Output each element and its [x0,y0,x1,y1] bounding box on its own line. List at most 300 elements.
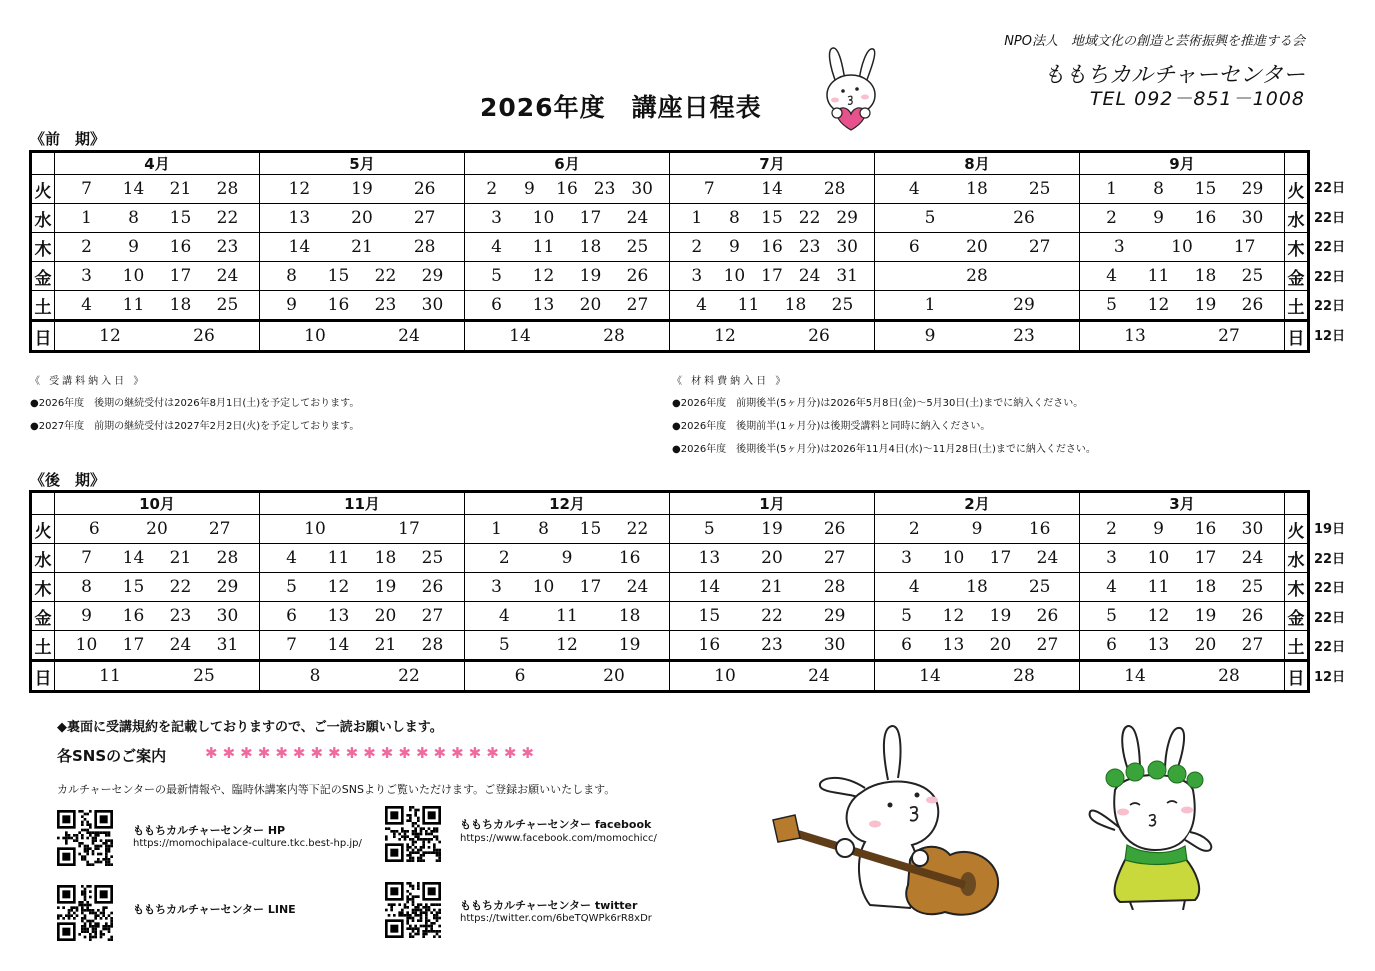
class-date: 20 [579,295,602,315]
class-date: 8 [309,666,321,686]
class-date: 25 [193,666,215,686]
month-day-cell [465,321,670,352]
class-date: 7 [703,179,715,199]
class-date: 22 [626,519,649,539]
weekday-row [31,204,1309,233]
class-date: 14 [327,635,350,655]
second-term-calendar [29,490,1310,693]
day-count: 22日 [1314,181,1346,196]
class-date: 19 [374,577,397,597]
day-count: 22日 [1314,640,1346,655]
month-day-cell [55,175,260,204]
day-count: 22日 [1314,240,1346,255]
class-date: 11 [1147,266,1170,286]
class-date: 17 [761,266,783,286]
weekday-label: 木 [31,233,55,262]
center-name: ももちカルチャーセンター [1042,63,1305,88]
class-date: 10 [75,635,98,655]
month-day-cell [260,661,465,692]
class-date: 9 [561,548,573,568]
class-date: 14 [288,237,311,257]
weekday-label: 日 [1285,661,1309,692]
class-date: 8 [728,208,740,228]
class-date: 1 [1106,179,1117,199]
flower-icon: ✱ [451,744,469,762]
month-header: 1月 [670,492,875,515]
month-day-cell [260,233,465,262]
sns-name: ももちカルチャーセンター LINE [133,903,296,916]
month-day-cell [55,515,260,544]
class-date: 10 [122,266,145,286]
class-date: 4 [1106,266,1117,286]
weekday-label: 水 [1285,544,1309,573]
month-day-cell [465,602,670,631]
month-day-cell [55,262,260,291]
class-date: 8 [1153,179,1164,199]
class-date: 2 [1106,208,1117,228]
class-date: 26 [1036,606,1059,626]
material-note: ●2026年度 前期後半(5ヶ月分)は2026年5月8日(金)～5月30日(土)までに納入ください。 [672,398,1084,409]
month-day-cell [260,573,465,602]
class-date: 25 [216,295,239,315]
class-date: 25 [1028,577,1051,597]
class-date: 20 [374,606,397,626]
month-day-cell [260,204,465,233]
weekday-row [31,544,1309,573]
flower-icon: ✱ [240,744,258,762]
month-day-cell [260,515,465,544]
class-date: 22 [398,666,420,686]
weekday-row [31,262,1309,291]
class-date: 13 [288,208,311,228]
month-day-cell [1080,262,1285,291]
class-date: 17 [989,548,1012,568]
class-date: 14 [698,577,721,597]
sns-url-link[interactable]: https://momochipalace-culture.tkc.best-hp.jp/ [133,838,362,849]
month-day-cell [670,262,875,291]
class-date: 6 [286,606,297,626]
qr-code-icon[interactable] [385,882,441,938]
class-date: 23 [1013,326,1035,346]
class-date: 21 [169,548,192,568]
class-date: 20 [761,548,783,568]
month-day-cell [55,661,260,692]
tuition-note: ●2026年度 後期の継続受付は2026年8月1日(土)を予定しております。 [30,398,360,409]
class-date: 31 [836,266,858,286]
sns-name: ももちカルチャーセンター HP [133,824,286,837]
month-header: 12月 [465,492,670,515]
class-date: 9 [971,519,983,539]
month-day-cell [1080,631,1285,661]
month-day-cell [465,515,670,544]
class-date: 17 [169,266,192,286]
month-day-cell [260,602,465,631]
class-date: 7 [81,548,92,568]
class-date: 25 [421,548,444,568]
day-count: 22日 [1314,210,1346,226]
sns-url-link[interactable]: https://twitter.com/6beTQWPk6rR8xDr [460,913,652,924]
class-date: 6 [1106,635,1117,655]
month-day-cell [1080,175,1285,204]
flower-icon: ✱ [363,744,381,762]
class-date: 12 [288,179,311,199]
class-date: 2 [908,519,920,539]
class-date: 10 [304,326,326,346]
weekday-label: 火 [31,175,55,204]
flower-icon: ✱ [521,744,539,762]
class-date: 18 [784,295,807,315]
day-count: 22日 [1314,610,1346,626]
class-date: 17 [579,577,602,597]
month-day-cell [1080,544,1285,573]
month-day-cell [875,291,1080,321]
class-date: 2 [691,237,703,257]
flower-icon: ✱ [257,744,276,762]
month-day-cell [875,602,1080,631]
class-date: 29 [1241,179,1264,199]
terms-notice: ◆裏面に受講規約を記載しておりますので、ご一読お願いします。 [57,720,443,735]
class-date: 12 [99,326,121,346]
class-date: 4 [81,295,92,315]
class-date: 20 [1194,635,1217,655]
class-date: 11 [122,295,145,315]
month-day-cell [465,233,670,262]
sns-item-line[interactable] [57,885,113,945]
month-day-cell [670,602,875,631]
month-day-cell [875,175,1080,204]
weekday-row [31,602,1309,631]
class-date: 15 [122,577,145,597]
class-date: 16 [122,606,145,626]
class-date: 21 [169,179,192,199]
sns-item-hp[interactable] [57,810,113,870]
class-date: 26 [1241,606,1264,626]
class-date: 9 [1153,519,1164,539]
class-date: 18 [966,179,988,199]
flower-icon: ✱ [433,744,452,762]
class-date: 30 [1241,208,1264,228]
day-count: 22日 [1314,581,1346,596]
class-date: 24 [626,577,649,597]
day-count: 12日 [1314,669,1346,685]
class-date: 23 [798,237,821,257]
class-date: 3 [901,548,912,568]
class-date: 14 [122,548,145,568]
month-day-cell [670,544,875,573]
weekday-label: 木 [1285,233,1309,262]
class-date: 18 [966,577,988,597]
class-date: 29 [216,577,239,597]
month-header: 8月 [875,152,1080,175]
class-date: 28 [413,237,436,257]
class-date: 22 [169,577,192,597]
class-date: 19 [351,179,373,199]
class-date: 24 [798,266,821,286]
class-date: 24 [1241,548,1264,568]
class-date: 16 [761,237,783,257]
month-day-cell [55,544,260,573]
class-date: 8 [286,266,297,286]
month-day-cell [465,175,670,204]
qr-code-icon[interactable] [385,806,441,862]
class-date: 17 [398,519,420,539]
class-date: 14 [761,179,783,199]
class-date: 27 [1028,237,1051,257]
class-date: 17 [1194,548,1217,568]
class-date: 16 [1028,519,1051,539]
class-date: 26 [1013,208,1035,228]
month-header: 4月 [55,152,260,175]
flower-icon: ✱ [486,744,504,762]
class-date: 7 [286,635,297,655]
weekday-label: 火 [31,515,55,544]
weekday-row [31,175,1309,204]
class-date: 9 [128,237,139,257]
second-term-label: 《後 期》 [30,471,106,489]
class-date: 26 [193,326,215,346]
weekday-label: 金 [1285,262,1309,291]
class-date: 8 [128,208,139,228]
class-date: 30 [1241,519,1264,539]
class-date: 4 [286,548,297,568]
month-header: 11月 [260,492,465,515]
class-date: 15 [327,266,350,286]
rabbit-heart-illustration [815,45,885,133]
class-date: 24 [1036,548,1059,568]
month-day-cell [260,175,465,204]
class-date: 10 [304,519,326,539]
second-term-day-counts [1314,515,1345,692]
class-date: 13 [1124,326,1146,346]
month-day-cell [55,233,260,262]
class-date: 27 [1241,635,1264,655]
class-date: 15 [698,606,721,626]
class-date: 30 [421,295,444,315]
weekday-row [31,631,1309,661]
weekday-label: 土 [1285,291,1309,321]
class-date: 10 [1147,548,1170,568]
page-title: 2026年度 講座日程表 [480,93,762,122]
class-date: 23 [761,635,783,655]
month-header: 6月 [465,152,670,175]
class-date: 3 [691,266,703,286]
month-day-cell [465,661,670,692]
class-date: 27 [626,295,649,315]
class-date: 9 [81,606,92,626]
class-date: 22 [374,266,397,286]
weekday-label: 土 [1285,631,1309,661]
class-date: 7 [81,179,92,199]
month-day-cell [670,631,875,661]
flower-icon: ✱ [275,744,293,762]
class-date: 17 [122,635,145,655]
flower-icon: ✱ [205,744,223,762]
class-date: 25 [1241,266,1264,286]
class-date: 29 [823,606,846,626]
class-date: 29 [421,266,444,286]
class-date: 19 [1194,606,1217,626]
month-day-cell [465,291,670,321]
month-day-cell [465,544,670,573]
flower-icon: ✱ [222,744,241,762]
class-date: 15 [761,208,783,228]
month-day-cell [875,233,1080,262]
month-day-cell [875,262,1080,291]
class-date: 29 [1013,295,1035,315]
weekday-row [31,291,1309,321]
weekday-label: 日 [1285,321,1309,352]
weekday-label: 金 [31,602,55,631]
month-header: 10月 [55,492,260,515]
class-date: 24 [626,208,649,228]
class-date: 21 [351,237,373,257]
class-date: 28 [216,179,239,199]
class-date: 5 [924,208,936,228]
first-term-day-counts [1314,174,1345,351]
class-date: 14 [919,666,941,686]
tuition-notes-heading: 《 受講料納入日 》 [30,376,147,387]
telephone-number: TEL 092－851－1008 [1089,88,1305,110]
class-date: 18 [1194,266,1217,286]
month-day-cell [670,175,875,204]
class-date: 9 [286,295,297,315]
class-date: 14 [122,179,145,199]
day-count: 19日 [1314,522,1346,537]
class-date: 15 [1194,179,1217,199]
class-date: 16 [698,635,721,655]
sns-url-link[interactable]: https://www.facebook.com/momochicc/ [460,833,657,844]
class-date: 30 [823,635,846,655]
class-date: 16 [169,237,192,257]
class-date: 22 [216,208,239,228]
class-date: 6 [514,666,526,686]
class-date: 11 [327,548,350,568]
material-note: ●2026年度 後期前半(1ヶ月分)は後期受講料と同時に納入ください。 [672,421,991,432]
month-day-cell [1080,602,1285,631]
month-day-cell [465,204,670,233]
class-date: 20 [146,519,168,539]
class-date: 21 [761,577,783,597]
class-date: 19 [989,606,1012,626]
class-date: 10 [714,666,736,686]
month-day-cell [55,204,260,233]
sns-description: カルチャーセンターの最新情報や、臨時休講案内等下記のSNSよりご覧いただけます。ご登録お願いいたします。 [57,783,616,796]
class-date: 29 [836,208,858,228]
class-date: 18 [579,237,602,257]
class-date: 4 [908,577,920,597]
month-day-cell [55,291,260,321]
weekday-label: 水 [1285,204,1309,233]
class-date: 4 [491,237,502,257]
class-date: 27 [823,548,846,568]
hula-rabbit-illustration [1085,720,1225,910]
organization-name: NPO法人 地域文化の創造と芸術振興を推進する会 [1004,34,1305,49]
month-day-cell [670,661,875,692]
class-date: 17 [1233,237,1256,257]
class-date: 30 [836,237,858,257]
class-date: 12 [532,266,555,286]
class-date: 23 [593,179,616,199]
weekday-row [31,573,1309,602]
class-date: 31 [216,635,239,655]
month-day-cell [670,204,875,233]
weekday-label: 水 [31,544,55,573]
class-date: 1 [491,519,502,539]
flower-icon: ✱ [468,744,487,762]
class-date: 9 [1153,208,1164,228]
month-day-cell [1080,291,1285,321]
month-day-cell [875,661,1080,692]
class-date: 20 [989,635,1012,655]
class-date: 5 [1106,606,1117,626]
sns-heading: 各SNSのご案内 [57,747,167,765]
class-date: 20 [351,208,373,228]
month-day-cell [875,321,1080,352]
class-date: 12 [942,606,965,626]
month-day-cell [875,544,1080,573]
month-day-cell [55,602,260,631]
class-date: 20 [603,666,625,686]
class-date: 11 [1147,577,1170,597]
class-date: 25 [1028,179,1051,199]
class-date: 15 [169,208,192,228]
month-day-cell [670,515,875,544]
class-date: 12 [1147,606,1170,626]
class-date: 6 [901,635,912,655]
class-date: 1 [924,295,936,315]
class-date: 16 [618,548,641,568]
material-note: ●2026年度 後期後半(5ヶ月分)は2026年11月4日(水)～11月28日(土)までに納入ください。 [672,444,1096,455]
month-day-cell [55,321,260,352]
class-date: 3 [1106,548,1117,568]
class-date: 9 [924,326,936,346]
month-day-cell [465,631,670,661]
class-date: 19 [579,266,602,286]
corner-cell [31,492,55,515]
class-date: 2 [486,179,498,199]
qr-code-icon[interactable] [57,885,113,941]
day-count: 22日 [1314,299,1346,314]
class-date: 3 [81,266,92,286]
class-date: 12 [327,577,350,597]
class-date: 24 [216,266,239,286]
class-date: 27 [208,519,231,539]
class-date: 18 [618,606,641,626]
class-date: 23 [216,237,239,257]
corner-cell [1285,492,1309,515]
class-date: 27 [1218,326,1240,346]
weekday-label: 土 [31,291,55,321]
month-day-cell [1080,204,1285,233]
qr-code-icon[interactable] [57,810,113,866]
class-date: 8 [81,577,92,597]
sns-item-facebook[interactable] [385,806,441,866]
sns-item-twitter[interactable] [385,882,441,942]
class-date: 16 [327,295,350,315]
class-date: 28 [421,635,444,655]
class-date: 13 [327,606,350,626]
class-date: 6 [908,237,920,257]
class-date: 6 [88,519,100,539]
class-date: 14 [509,326,531,346]
flower-icon: ✱ [292,744,311,762]
class-date: 3 [491,577,502,597]
class-date: 16 [1194,208,1217,228]
first-term-label: 《前 期》 [30,130,106,148]
class-date: 11 [99,666,121,686]
class-date: 26 [1241,295,1264,315]
flower-icon: ✱ [345,744,364,762]
